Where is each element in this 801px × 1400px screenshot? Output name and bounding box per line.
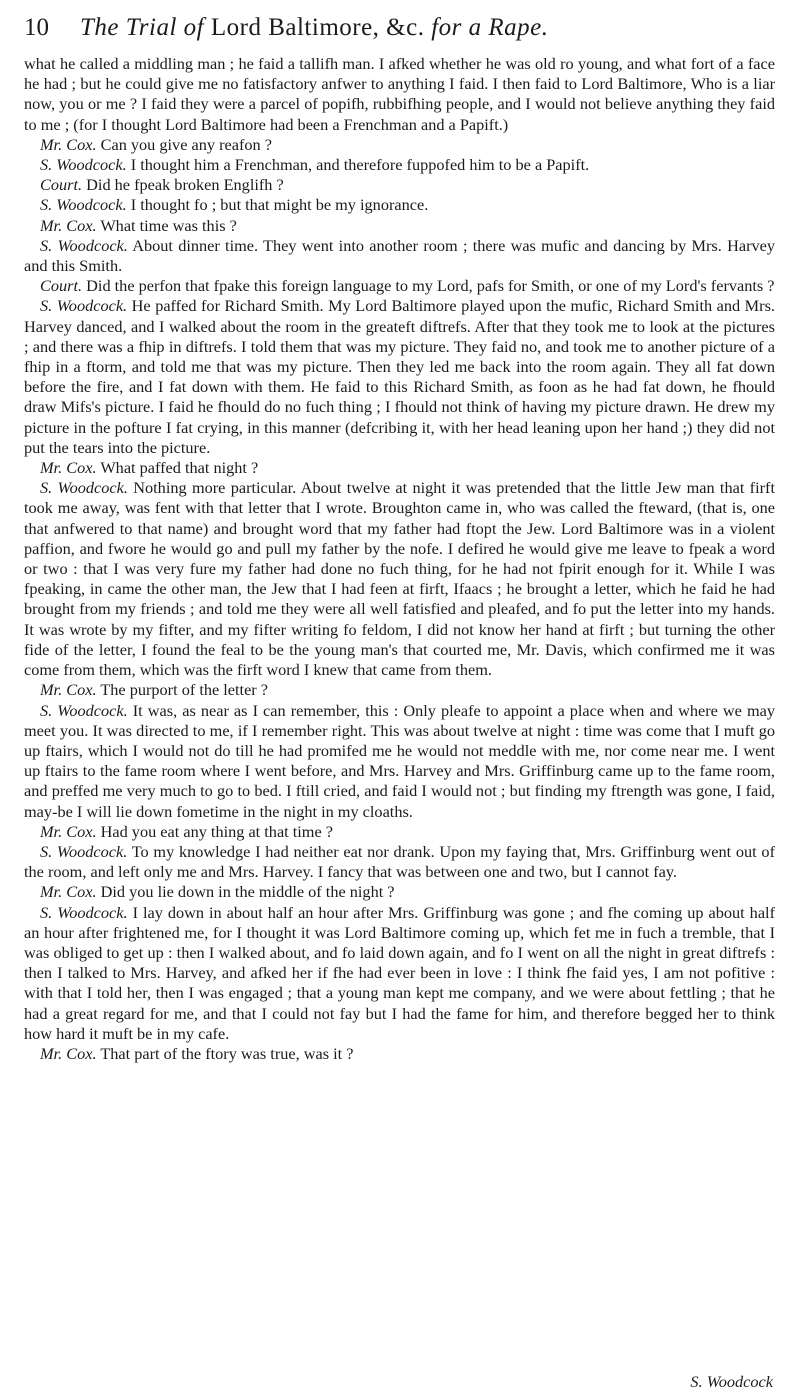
speaker-label: Court.: [40, 276, 83, 296]
paragraph: [24, 680, 775, 700]
paragraph: [24, 842, 775, 882]
speaker-label: S. Woodcock.: [40, 700, 128, 720]
paragraph-text: About dinner time. They went into another room ; there was mufic and dancing by Mrs. Harvey and this Smith.: [24, 235, 776, 276]
paragraph: [24, 478, 775, 680]
paragraph-text: Did he fpeak broken Englifh ?: [86, 175, 284, 195]
paragraph-text: It was, as near as I can remember, this : Only pleafe to appoint a place when and where we may meet you. It was directed to me, if I remember right. This was about twelve at night : time was come that I muft go up ftairs, which I would not do till he had promifed me he would not meddle with me, nor come near me. I went up ftairs to the fame room where I went before, and Mrs. Harvey and Mrs. Griffinburg came up to the fame room, and preffed me very much to go to bed. I ftill cried, and faid I would not ; but finding my ftrength was gone, I faid, may-be I will lie down fometime in the night in my cloaths.: [24, 700, 776, 821]
speaker-label: Mr. Cox.: [40, 458, 97, 478]
paragraph-text: What paffed that night ?: [100, 458, 259, 478]
speaker-label: S. Woodcock.: [40, 478, 128, 498]
paragraph-text: Nothing more particular. About twelve at night it was pretended that the little Jew man that firft took me away, was fent with that letter that I wrote. Broughton came in, who was called the fteward, (that is, one that anfwered to that name) and brought word that my father had ftopt the Jew. Lord Baltimore was in a violent paffion, and fwore he would go and pull my father by the nofe. I defired he would give me leave to fpeak a word or two : that I was very fure my father had done no fuch thing, for he had not fpirit enough for it. While I was fpeaking, in came the other man, the Jew that I had feen at firft, Ifaacs ; he brought a letter, which he faid he had brought from my friends ; and told me they were all well fatisfied and pleafed, and fo put the letter into my hands. It was wrote by my fifter, and my fifter writing fo feldom, I did not know her hand at firft ; but turning the other fide of the letter, I found the feal to be the young man's that courted me, Mr. Davis, which confirmed me it was come from them, which was the firft word I knew that came from them.: [24, 478, 775, 680]
paragraph: [24, 236, 775, 276]
title-trial: Trial: [125, 14, 177, 41]
title-of: of: [183, 14, 205, 41]
body-text: [24, 54, 775, 1064]
paragraph: [24, 135, 775, 155]
speaker-label: S. Woodcock.: [40, 235, 128, 255]
paragraph: [24, 296, 775, 458]
catchword: S. Woodcock: [690, 1372, 773, 1391]
paragraph-text: Did the perfon that fpake this foreign language to my Lord, pafs for Smith, or one of my Lord's fervants ?: [86, 276, 775, 296]
paragraph-text: He paffed for Richard Smith. My Lord Baltimore played upon the mufic, Richard Smith and Mrs. Harvey danced, and I walked about the room in the greateft diftrefs. After that they took me to look at the pictures ; and there was a fhip in diftrefs. I told them that was my picture. They faid no, and took me to another picture of a fhip in a ftorm, and told me that was my picture. Then they led me back into the room again. They all fat down before the fire, and I fat down with them. He faid to this Richard Smith, as foon as he had fat down, he fhould draw Mifs's picture. I faid he fhould do no fuch thing ; I fhould not think of having my picture drawn. He drew my picture in the pofture I fat crying, in this manner (defcribing it, with her head leaning upon her hand ;) they did not put the tears into the picture.: [24, 296, 775, 457]
speaker-label: Mr. Cox.: [40, 680, 97, 700]
running-title: [80, 14, 549, 42]
speaker-label: S. Woodcock.: [40, 296, 128, 316]
speaker-label: Court.: [40, 175, 83, 195]
paragraph: [24, 54, 775, 135]
page-number: 10: [24, 14, 49, 41]
paragraph-text: What time was this ?: [100, 215, 237, 235]
paragraph: [24, 458, 775, 478]
paragraph: [24, 701, 775, 822]
paragraph-text: Can you give any reafon ?: [100, 134, 272, 154]
paragraph-text: what he called a middling man ; he faid a tallifh man. I afked whether he was old ro young, and what fort of a face he had ; but he could give me no fatisfactory anfwer to anything I faid. I then faid to Lord Baltimore, Who is a liar now, you or me ? I faid they were a parcel of popifh, rubbifhing people, and I would not believe anything they faid to me ; (for I thought Lord Baltimore had been a Frenchman and a Papift.): [24, 54, 775, 134]
paragraph: [24, 882, 775, 902]
paragraph-text: That part of the ftory was true, was it ?: [100, 1043, 354, 1063]
title-lord-baltimore: Lord Baltimore, &c.: [210, 14, 425, 41]
speaker-label: S. Woodcock.: [40, 841, 128, 861]
paragraph: [24, 175, 775, 195]
paragraph-text: The purport of the letter ?: [100, 680, 269, 700]
speaker-label: Mr. Cox.: [40, 215, 97, 235]
speaker-label: Mr. Cox.: [40, 1043, 97, 1063]
speaker-label: S. Woodcock.: [40, 902, 128, 922]
speaker-label: Mr. Cox.: [40, 821, 97, 841]
speaker-label: S. Woodcock.: [40, 195, 127, 215]
paragraph-text: Had you eat any thing at that time ?: [100, 821, 333, 841]
paragraph-text: I thought fo ; but that might be my ignorance.: [130, 195, 429, 215]
title-for-a-rape: for a Rape.: [431, 14, 549, 41]
paragraph: [24, 155, 775, 175]
paragraph-text: I thought him a Frenchman, and therefore fuppofed him to be a Papift.: [130, 155, 590, 175]
paragraph: [24, 822, 775, 842]
paragraph-text: To my knowledge I had neither eat nor drank. Upon my faying that, Mrs. Griffinburg went out of the room, and left only me and Mrs. Harvey. I fancy that was between one and two, but I cannot fay.: [24, 841, 775, 882]
paragraph: [24, 195, 775, 215]
paragraph: [24, 216, 775, 236]
speaker-label: S. Woodcock.: [40, 155, 127, 175]
speaker-label: Mr. Cox.: [40, 134, 97, 154]
paragraph-text: Did you lie down in the middle of the night ?: [100, 882, 395, 902]
running-header: [24, 14, 775, 54]
paragraph: [24, 903, 775, 1044]
paragraph-text: I lay down in about half an hour after Mrs. Griffinburg was gone ; and fhe coming up about half an hour after frightened me, for I thought it was Lord Baltimore coming up, which fet me in fuch a tremble, that I was obliged to get up : then I walked about, and fo laid down again, and fo I went on all the night in great diftrefs : then I talked to Mrs. Harvey, and afked her if fhe had ever been in love : I think fhe faid yes, I am not pofitive : with that I told her, then I was engaged ; that a young man kept me company, and we were about fettling ; that he had a great regard for me, and that I could not fay but I had the fame for him, and therefore begged her to think how hard it muft be in my cafe.: [24, 902, 775, 1043]
paragraph: [24, 276, 775, 296]
title-the: The: [80, 14, 119, 41]
paragraph: [24, 1044, 775, 1064]
speaker-label: Mr. Cox.: [40, 882, 97, 902]
